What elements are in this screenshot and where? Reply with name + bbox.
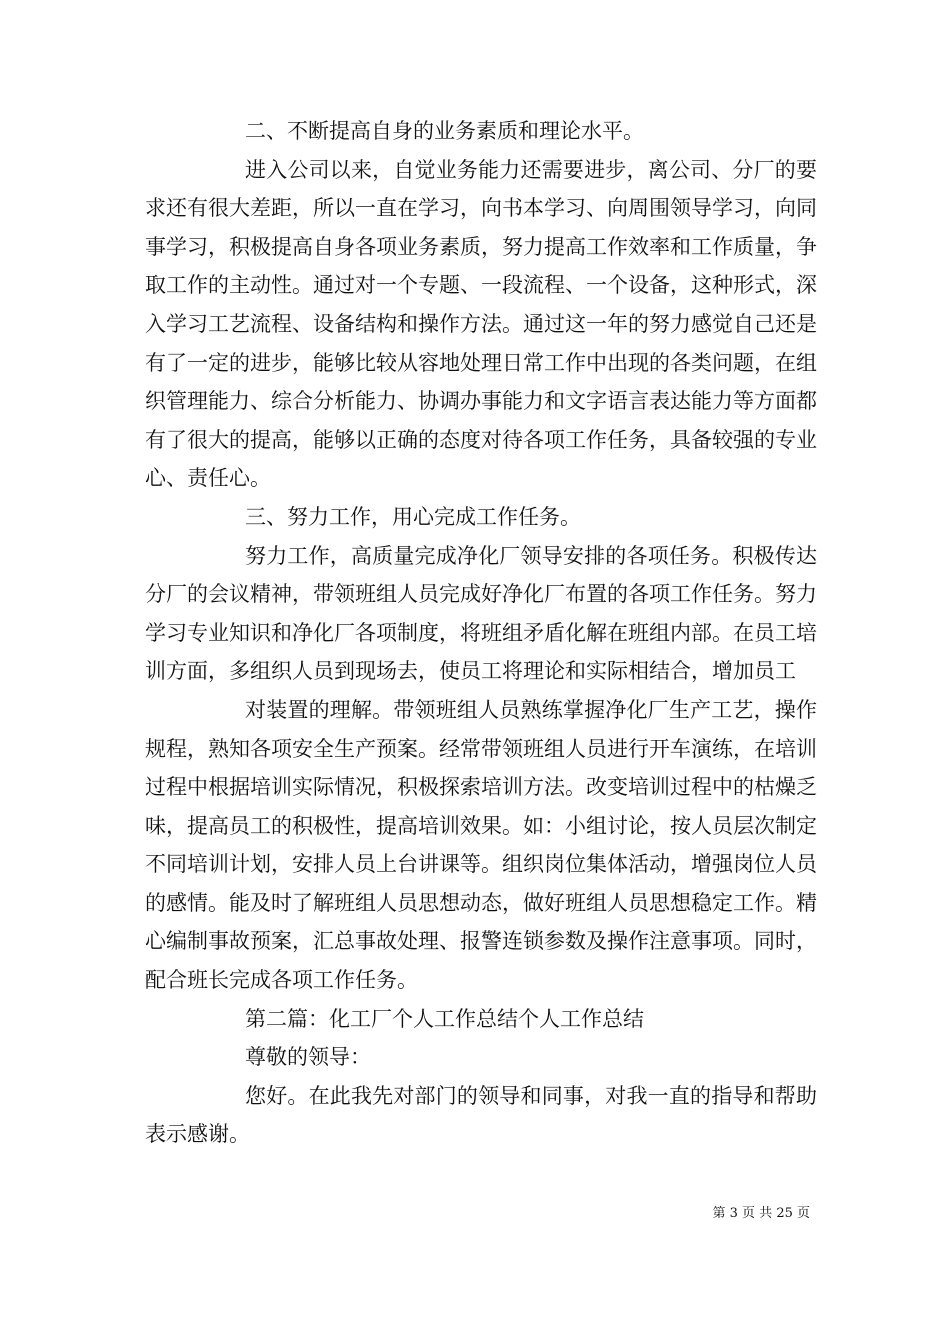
body-paragraph: 努力工作，高质量完成净化厂领导安排的各项任务。积极传达分厂的会议精神，带领班组人员完成好净化厂布置的各项工作任务。努力学习专业知识和净化厂各项制度，将班组矛盾化解在班组内部。在员工培训方面，多组织人员到现场去，使员工将理论和实际相结合，增加员工 bbox=[145, 543, 817, 684]
document-body bbox=[145, 112, 817, 1154]
page-number: 第 3 页 共 25 页 bbox=[712, 1206, 810, 1221]
salutation: 尊敬的领导： bbox=[245, 1045, 371, 1070]
body-paragraph: 进入公司以来，自觉业务能力还需要进步，离公司、分厂的要求还有很大差距，所以一直在学习，向书本学习、向周围领导学习，向同事学习，积极提高自身各项业务素质，努力提高工作效率和工作质量，争取工作的主动性。通过对一个专题、一段流程、一个设备，这种形式，深入学习工艺流程、设备结构和操作方法。通过这一年的努力感觉自己还是有了一定的进步，能够比较从容地处理日常工作中出现的各类问题，在组织管理能力、综合分析能力、协调办事能力和文字语言表达能力等方面都有了很大的提高，能够以正确的态度对待各项工作任务，具备较强的专业心、责任心。 bbox=[145, 157, 817, 491]
body-paragraph: 您好。在此我先对部门的领导和同事，对我一直的指导和帮助表示感谢。 bbox=[145, 1083, 817, 1147]
chapter-title: 第二篇：化工厂个人工作总结个人工作总结 bbox=[245, 1006, 644, 1031]
section-heading-3: 三、努力工作，用心完成工作任务。 bbox=[245, 504, 581, 529]
body-paragraph: 对装置的理解。带领班组人员熟练掌握净化厂生产工艺，操作规程，熟知各项安全生产预案。经常带领班组人员进行开车演练，在培训过程中根据培训实际情况，积极探索培训方法。改变培训过程中的枯燥乏味，提高员工的积极性，提高培训效果。如：小组讨论，按人员层次制定不同培训计划，安排人员上台讲课等。组织岗位集体活动，增强岗位人员的感情。能及时了解班组人员思想动态，做好班组人员思想稳定工作。精心编制事故预案，汇总事故处理、报警连锁参数及操作注意事项。同时，配合班长完成各项工作任务。 bbox=[145, 697, 817, 993]
section-heading-2: 二、不断提高自身的业务素质和理论水平。 bbox=[245, 119, 644, 143]
